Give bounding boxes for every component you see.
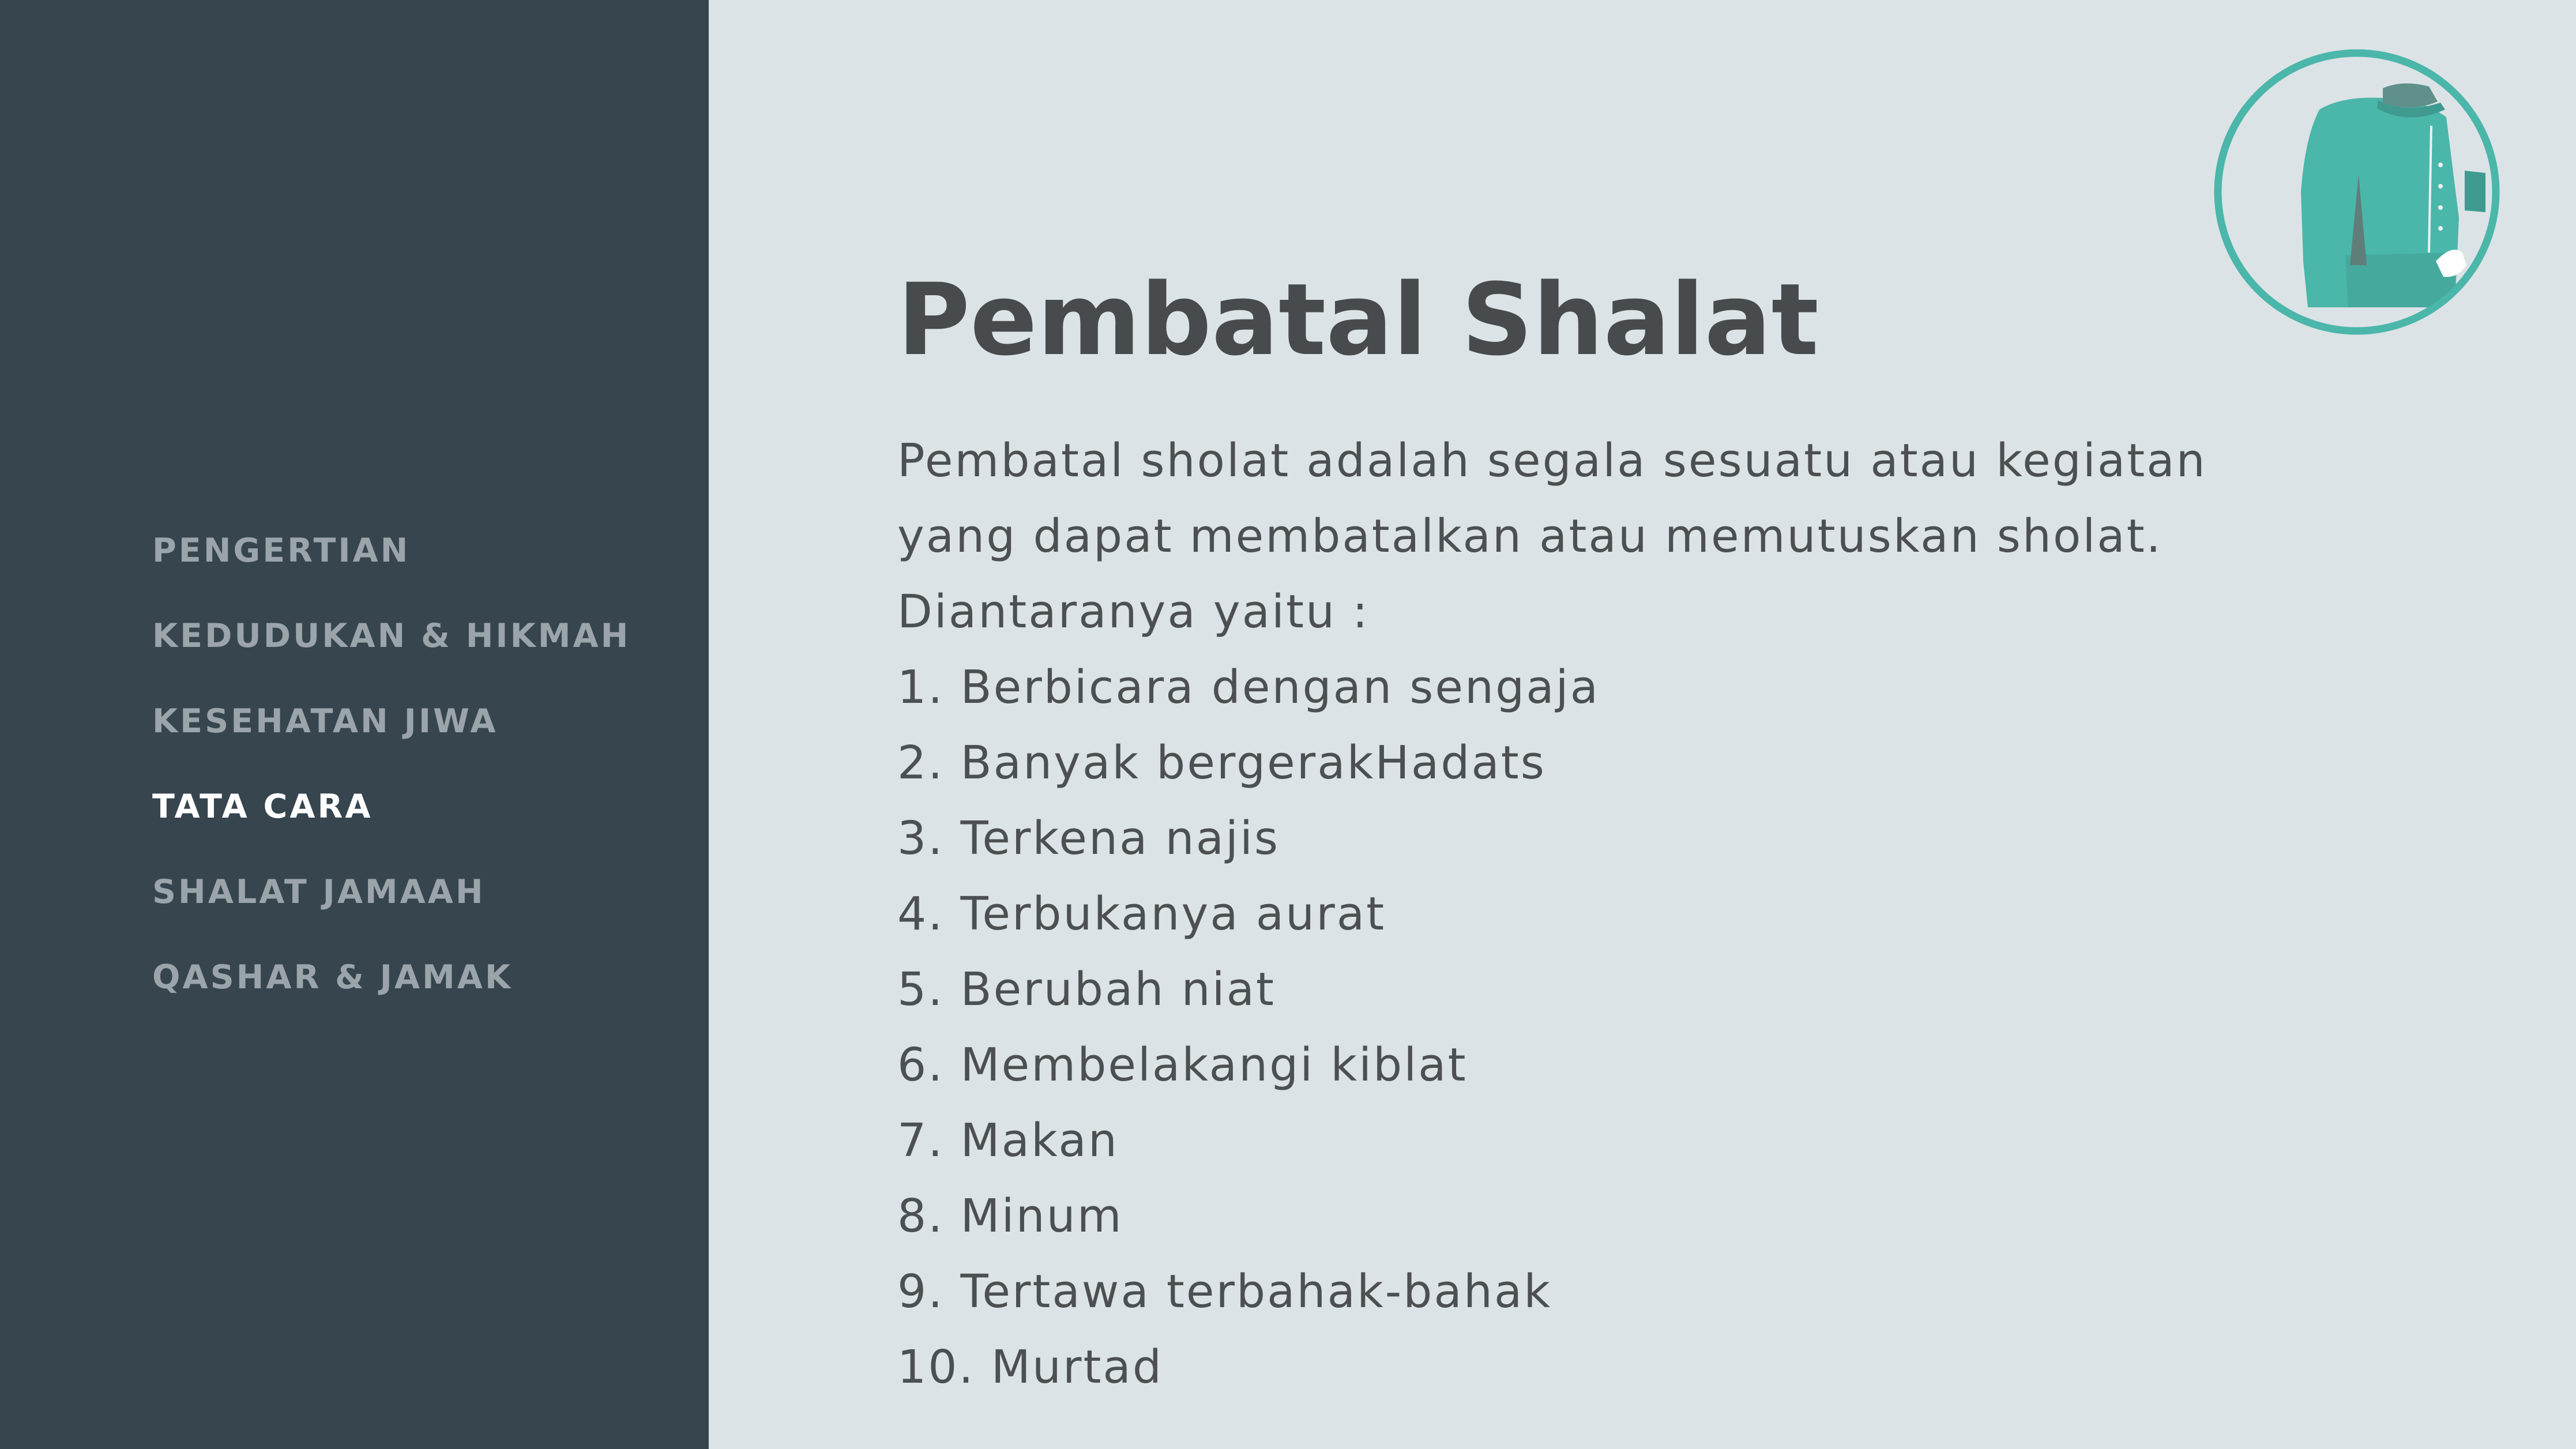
list-item: 9. Tertawa terbahak-bahak [897, 1265, 1552, 1318]
list-item: 2. Banyak bergerakHadats [897, 736, 1546, 789]
list-item: 10. Murtad [897, 1341, 1163, 1394]
list-item: 8. Minum [897, 1190, 1123, 1243]
list-item: 5. Berubah niat [897, 963, 1276, 1016]
sidebar-item-tata-cara[interactable]: TATA CARA [152, 788, 373, 826]
sidebar-item-shalat-jamaah[interactable]: SHALAT JAMAAH [152, 873, 486, 911]
page-title: Pembatal Shalat [897, 262, 1819, 378]
body-text [897, 423, 2327, 1405]
koko-shirt-icon [2210, 45, 2504, 339]
pembatal-list [897, 650, 2327, 1405]
list-item: 7. Makan [897, 1114, 1119, 1167]
sidebar-nav [152, 532, 630, 1044]
intro-paragraph: Pembatal sholat adalah segala sesuatu atau kegiatan yang dapat membatalkan atau memutuskan sholat. Diantaranya yaitu : [897, 434, 2207, 638]
sidebar-item-pengertian[interactable]: PENGERTIAN [152, 532, 411, 570]
list-item: 4. Terbukanya aurat [897, 887, 1386, 940]
sidebar [0, 0, 709, 1449]
sidebar-item-qashar-jamak[interactable]: QASHAR & JAMAK [152, 958, 513, 996]
list-item: 1. Berbicara dengan sengaja [897, 661, 1600, 714]
sidebar-item-kedudukan-hikmah[interactable]: KEDUDUKAN & HIKMAH [152, 617, 631, 655]
list-item: 6. Membelakangi kiblat [897, 1038, 1468, 1092]
sidebar-item-kesehatan-jiwa[interactable]: KESEHATAN JIWA [152, 702, 498, 740]
list-item: 3. Terkena najis [897, 812, 1280, 865]
